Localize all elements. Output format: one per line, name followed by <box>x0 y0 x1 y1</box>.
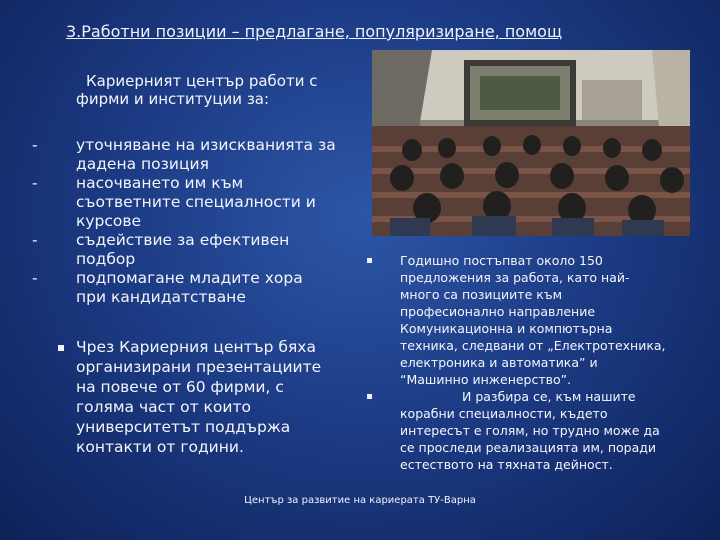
intro-line: фирми и институции за: <box>76 90 270 108</box>
list-item-line: подпомагане младите хора <box>76 269 303 287</box>
bullet-line: предложения за работа, като най- <box>400 270 630 285</box>
bullet-line: техника, следвани от „Електротехника, <box>400 338 666 353</box>
lecture-hall-photo <box>372 50 690 236</box>
dash-list <box>0 136 372 307</box>
dash-marker: - <box>32 269 38 287</box>
bullet-line: професионално направление <box>400 304 596 319</box>
left-bullet <box>34 337 364 457</box>
square-bullet-icon <box>367 394 372 399</box>
list-item-line: съответните специалности и <box>76 193 316 211</box>
list-item-line: насочването им към <box>76 174 244 192</box>
bullet-line: се проследи реализацията им, поради <box>400 440 657 455</box>
slide-title: 3.Работни позиции – предлагане, популяризиране, помощ <box>66 22 563 41</box>
list-item-line: дадена позиция <box>76 155 209 173</box>
right-bullet-item <box>358 252 698 388</box>
list-item <box>0 136 372 174</box>
right-bullets <box>358 252 698 473</box>
intro-line: Кариерният център работи с <box>86 72 318 90</box>
bullet-line: електроника и автоматика” и <box>400 355 598 370</box>
bullet-line: интересът е голям, но трудно може да <box>400 423 660 438</box>
dash-marker: - <box>32 136 38 154</box>
list-item <box>0 269 372 307</box>
bullet-line: Годишно постъпват около 150 <box>400 253 603 268</box>
bullet-line: Комуникационна и компютърна <box>400 321 613 336</box>
bullet-line: университетът поддържа <box>76 418 291 436</box>
bullet-line: корабни специалности, където <box>400 406 608 421</box>
left-bullet-text <box>34 337 364 457</box>
list-item <box>0 231 372 269</box>
list-item-line: подбор <box>76 250 136 268</box>
dash-marker: - <box>32 174 38 192</box>
list-item-line: уточняване на изискванията за <box>76 136 336 154</box>
bullet-line: контакти от години. <box>76 438 244 456</box>
bullet-line: Чрез Кариерния център бяха <box>76 338 316 356</box>
bullet-line: голяма част от които <box>76 398 251 416</box>
list-item-line: при кандидатстване <box>76 288 246 306</box>
bullet-line: естеството на тяхната дейност. <box>400 457 613 472</box>
list-item-line: курсове <box>76 212 142 230</box>
bullet-line: много са позициите към <box>400 287 563 302</box>
slide-footer: Център за развитие на кариерата ТУ-Варна <box>244 495 476 506</box>
bullet-line: И разбира се, към нашите <box>462 389 636 404</box>
right-bullet-item <box>358 388 698 473</box>
bullet-line: на повече от 60 фирми, с <box>76 378 284 396</box>
list-item-line: съдействие за ефективен <box>76 231 290 249</box>
intro-text <box>76 72 376 108</box>
bullet-line: “Машинно инженерство”. <box>400 372 572 387</box>
lecture-hall-photo-illustration <box>372 50 690 236</box>
square-bullet-icon <box>58 345 64 351</box>
bullet-line: организирани презентациите <box>76 358 322 376</box>
dash-marker: - <box>32 231 38 249</box>
square-bullet-icon <box>367 258 372 263</box>
list-item <box>0 174 372 231</box>
